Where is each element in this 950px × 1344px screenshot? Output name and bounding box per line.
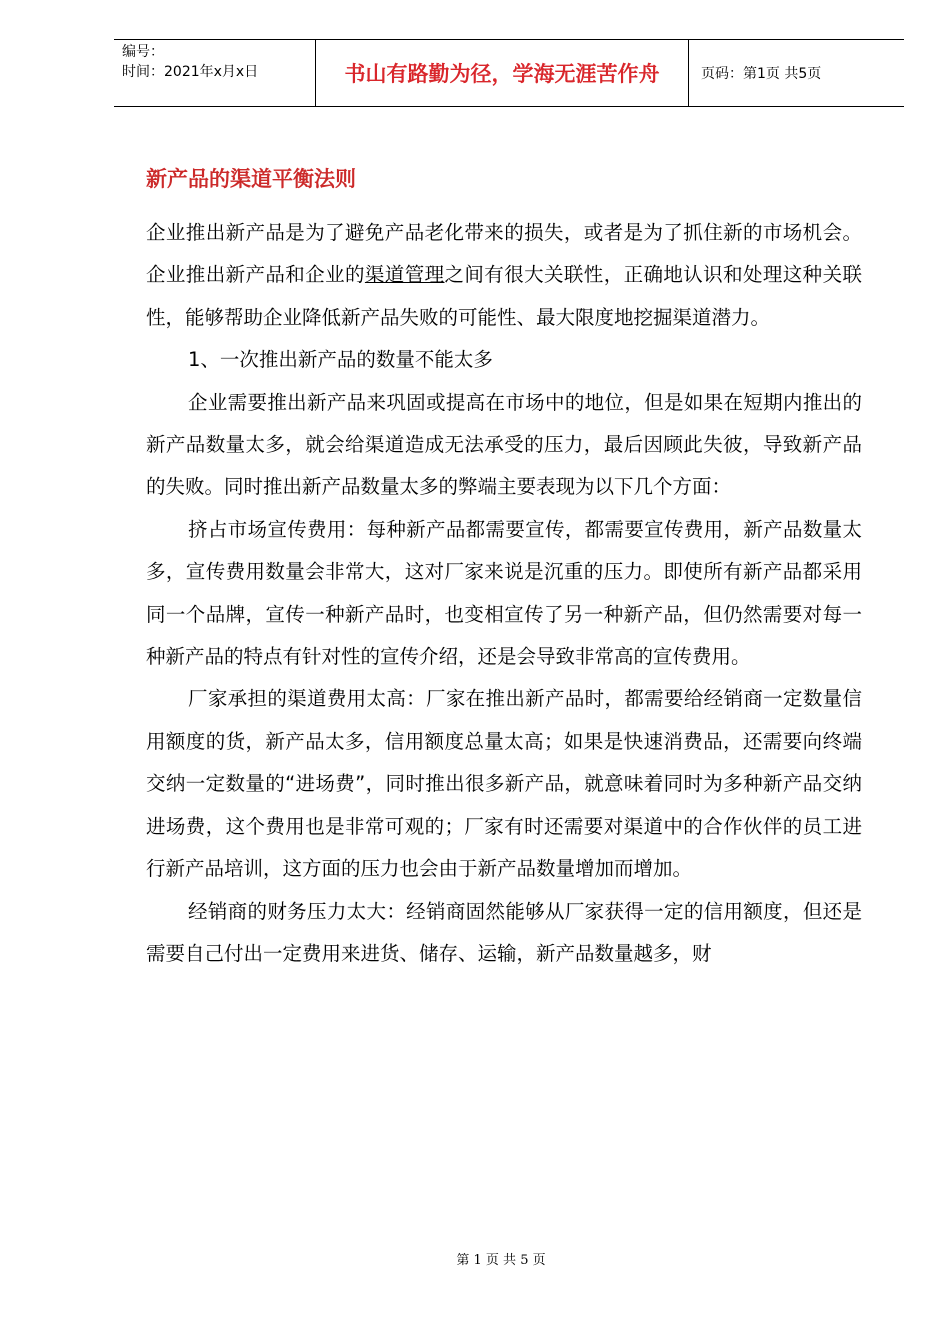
document-title: 新产品的渠道平衡法则: [146, 167, 356, 191]
number-label: 编号：: [122, 44, 164, 60]
paragraph-intro: [146, 212, 862, 339]
header-table: [114, 39, 904, 107]
header-motto: 书山有路勤为径，学海无涯苦作舟: [316, 40, 689, 106]
paragraph-5: 经销商的财务压力太大：经销商固然能够从厂家获得一定的信用额度，但还是需要自己付出一定费用来进货、储存、运输，新产品数量越多，财: [146, 899, 862, 965]
section-heading-1: 1、一次推出新产品的数量不能太多: [188, 348, 493, 372]
paragraph-4: 厂家承担的渠道费用太高：厂家在推出新产品时，都需要给经销商一定数量信用额度的货，新产品太多，信用额度总量太高；如果是快速消费品，还需要向终端交纳一定数量的“进场费”，同时推出很多新产品，就意味着同时为多种新产品交纳进场费，这个费用也是非常可观的；厂家有时还需要对渠道中的合作伙伴的员工进行新产品培训，这方面的压力也会由于新产品数量增加而增加。: [146, 687, 862, 881]
paragraph-2: 企业需要推出新产品来巩固或提高在市场中的地位，但是如果在短期内推出的新产品数量太多，就会给渠道造成无法承受的压力，最后因顾此失彼，导致新产品的失败。同时推出新产品数量太多的弊端主要表现为以下几个方面：: [146, 390, 862, 499]
channel-management-link[interactable]: 渠道管理: [364, 263, 445, 287]
page-footer: 第 1 页 共 5 页: [456, 1253, 546, 1268]
header-page-label: 页码：第1页 共5页: [701, 66, 822, 82]
paragraph-3: 挤占市场宣传费用：每种新产品都需要宣传，都需要宣传费用，新产品数量太多，宣传费用数量会非常大，这对厂家来说是沉重的压力。即使所有新产品都采用同一个品牌，宣传一种新产品时，也变相宣传了另一种新产品，但仍然需要对每一种新产品的特点有针对性的宣传介绍，还是会导致非常高的宣传费用。: [146, 517, 862, 669]
intro-text-after: 之间有很大关联性，正确地认识和处理这种关联性，能够帮助企业降低新产品失败的可能性、最大限度地挖掘渠道潜力。: [146, 263, 862, 329]
document-body: [146, 212, 862, 975]
header-meta: [114, 40, 316, 106]
intro-text-before: 企业推出新产品是为了避免产品老化带来的损失，或者是为了抓住新的市场机会。企业推出新产品和企业的: [146, 221, 862, 287]
time-label: 时间：2021年x月x日: [122, 64, 259, 80]
